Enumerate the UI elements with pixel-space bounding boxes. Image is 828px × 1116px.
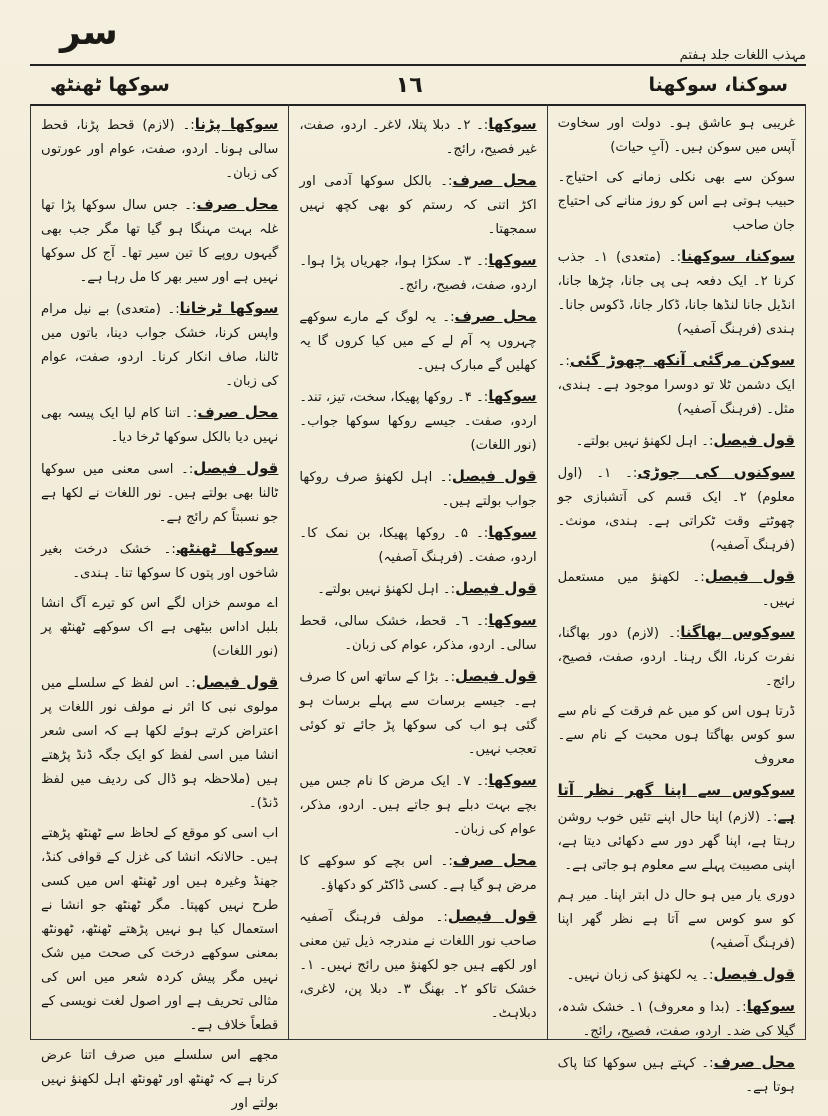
entry-text: :۔ (لازم) دور بھاگنا، نفرت کرنا، الگ رہنا۔ اردو، صفت، فصیح، رائج۔ bbox=[557, 626, 795, 689]
dictionary-entry bbox=[299, 248, 536, 298]
entry-text: :۔ ٦۔ قحط، خشک سالی، قحط سالی۔ اردو، مذکر، عوام کی زبان۔ bbox=[299, 614, 537, 653]
entry-headword: سوکھا پڑنا bbox=[194, 115, 279, 133]
entry-text: :۔ اتنا کام لیا ایک پیسہ بھی نہیں دیا بالکل سوکھا ٹرخا دیا۔ bbox=[41, 406, 279, 445]
dictionary-entry bbox=[299, 608, 536, 658]
entry-text: :۔ یہ لکھنؤ کی زبان نہیں۔ bbox=[566, 968, 714, 983]
entry-headword: قول فیصل bbox=[704, 567, 796, 585]
header-left-guideword: سوکھا ٹھنٹھ bbox=[50, 74, 170, 96]
entry-text: مجھے اس سلسلے میں صرف اتنا عرض کرنا ہے کہ ٹھنٹھ اور ٹھونٹھ اہل لکھنؤ نہیں بولتے اور bbox=[41, 1048, 279, 1111]
dictionary-entry bbox=[558, 348, 795, 422]
dictionary-entry bbox=[41, 112, 278, 186]
entry-headword: سوکوس سے اپنا گھر نظر آتا ہے bbox=[557, 781, 795, 825]
entry-text: اب اسی کو موقع کے لحاظ سے ٹھنٹھ پڑھتے ہیں۔ حالانکہ انشا کی غزل کے قوافی کنڈ، جھنڈ وغیرہ ہیں اور ٹھنٹھ اس میں کسی طرح نہیں کھپتا۔ مگر ٹھنٹھ جو انشا نے استعمال کیا ہو نہیں پڑھتے ٹھنٹھ، ٹھونٹھ بمعنی سوکھے درخت کی صحت میں شک نہیں مگر پیش کردہ شعر میں اس کی مثالی تحریف ہے اور اصول لغت نویسی کے قطعاً خلاف ہے۔ bbox=[41, 826, 279, 1033]
dictionary-entry bbox=[299, 848, 536, 898]
entry-text: :۔ ٧۔ ایک مرض کا نام جس میں بچے بہت دبلے ہو جاتے ہیں۔ اردو، مذکر، عوام کی زبان۔ bbox=[299, 774, 537, 837]
entry-text: :۔ ۵۔ روکھا پھیکا، بن نمک کا۔ اردو، صفت۔ (فرہنگ آصفیہ) bbox=[299, 526, 537, 565]
entry-text: :۔ کہتے ہیں سوکھا کتا پاک ہوتا ہے۔ bbox=[557, 1056, 795, 1095]
entry-headword: سوکھا bbox=[488, 771, 537, 789]
entry-text: :۔ خشک درخت بغیر شاخوں اور پتوں کا سوکھا تنا۔ ہندی۔ bbox=[41, 542, 279, 581]
entry-text: سوکن سے بھی نکلی زمانے کی احتیاج۔ حبیب ہوتی ہے اس کو روز منانے کی احتیاج جان صاحب bbox=[557, 170, 795, 233]
dictionary-entry bbox=[299, 304, 536, 378]
dictionary-entry bbox=[558, 460, 795, 558]
entry-text: :۔ ٣۔ سکڑا ہوا، جھریاں پڑا ہوا۔ اردو، صفت، فصیح، رائج۔ bbox=[299, 254, 537, 293]
entry-headword: سوکھا ٹرخانا bbox=[179, 299, 279, 317]
entry-text: :۔ ایک دشمن ٹلا تو دوسرا موجود ہے۔ ہندی، مثل۔ (فرہنگ آصفیہ) bbox=[557, 354, 795, 417]
entry-headword: سوکن مرگئی آنکھ چھوڑ گئی bbox=[569, 351, 795, 369]
columns-container bbox=[30, 104, 806, 1111]
entry-text: غریبی ہو عاشق ہو۔ دولت اور سخاوت آپس میں سوکن ہیں۔ (آبِ حیات) bbox=[557, 116, 795, 155]
dictionary-entry bbox=[558, 166, 795, 238]
entry-headword: سوکھا bbox=[488, 387, 537, 405]
entry-headword: سوکھا bbox=[488, 523, 537, 541]
entry-text: :۔ (لازم) اپنا حال اپنے تئیں خوب روشن رہتا ہے، اپنا گھر دور سے دکھائی دیتا ہے، اپنی مصیبت پہلے سے معلوم ہو جاتی ہے۔ bbox=[557, 810, 795, 873]
entry-headword: سوکھا bbox=[488, 115, 537, 133]
dictionary-entry bbox=[41, 822, 278, 1038]
entry-headword: قول فیصل bbox=[195, 673, 279, 691]
dictionary-entry bbox=[299, 520, 536, 570]
entry-text: :۔ (متعدی) بے نیل مرام واپس کرنا، خشک جواب دینا، باتوں میں ٹالنا، صاف انکار کرنا۔ اردو، صفت، عوام کی زبان۔ bbox=[41, 302, 279, 389]
dictionary-entry bbox=[558, 112, 795, 160]
entry-text: :۔ (متعدی) ١۔ جذب کرنا ٢۔ ایک دفعہ ہی پی جانا، چڑھا جانا، انڈیل جانا لنڈھا جانا، ڈکار جانا، ڈکوس جانا۔ ہندی (فرہنگ آصفیہ) bbox=[557, 250, 795, 337]
entry-text: :۔ لکھنؤ میں مستعمل نہیں۔ bbox=[557, 570, 795, 609]
entry-headword: محل صرف bbox=[196, 195, 279, 213]
dictionary-entry bbox=[41, 400, 278, 450]
dictionary-entry bbox=[299, 664, 536, 762]
running-header bbox=[30, 64, 806, 106]
dictionary-entry bbox=[558, 700, 795, 772]
entry-text: :۔ اہل لکھنؤ نہیں بولتے۔ bbox=[317, 582, 456, 597]
entry-text: :۔ بڑا کے ساتھ اس کا صرف ہے۔ جیسے برسات سے پہلے برسات ہو گئی ہو اب کی سوکھا پڑ جائے تو کوئی تعجب نہیں۔ bbox=[299, 670, 537, 757]
dictionary-entry bbox=[558, 994, 795, 1044]
dictionary-entry bbox=[558, 962, 795, 988]
entry-headword: قول فیصل bbox=[193, 459, 279, 477]
entry-text: ڈرتا ہوں اس کو میں غم فرقت کے نام سے سو کوس بھاگتا ہوں محبت کے نام سے۔ معروف bbox=[557, 704, 795, 767]
dictionary-entry bbox=[558, 244, 795, 342]
entry-text: :۔ اہل لکھنؤ نہیں بولتے۔ bbox=[575, 434, 714, 449]
corner-letter-mark: سر bbox=[60, 12, 118, 53]
entry-text: :۔ ٢۔ دبلا پتلا، لاغر۔ اردو، صفت، غیر فصیح، رائج۔ bbox=[299, 118, 537, 157]
entry-text: :۔ (بدا و معروف) ١۔ خشک شدہ، گیلا کی ضد۔ اردو، صفت، فصیح، رائج۔ bbox=[557, 1000, 795, 1039]
entry-headword: سوکنوں کی جوڑی bbox=[637, 463, 795, 481]
entry-text: دوری یار میں ہو حال دل ابتر اپنا۔ میر ہم کو سو کوس سے آتا ہے نظر گھر اپنا (فرہنگ آصفیہ) bbox=[557, 888, 795, 951]
entry-headword: سوکنا، سوکھنا bbox=[681, 247, 795, 265]
entry-text: :۔ (لازم) قحط پڑنا، قحط سالی ہونا۔ اردو، صفت، عوام اور عورتوں کی زبان۔ bbox=[41, 118, 279, 181]
dictionary-entry bbox=[41, 536, 278, 586]
entry-text: :۔ اسی معنی میں سوکھا ٹالنا بھی بولتے ہیں۔ نور اللغات نے لکھا ہے جو نسبتاً کم رائج ہے۔ bbox=[41, 462, 279, 525]
entry-text: اے موسم خزاں لگے اس کو تیرے آگ انشا بلبل اداس بیٹھی ہے اک سوکھے ٹھنٹھ پر (نور اللغات) bbox=[41, 596, 279, 659]
bottom-rule bbox=[30, 1039, 806, 1040]
series-title: مہذب اللغات جلد ہفتم bbox=[679, 48, 806, 63]
entry-headword: محل صرف bbox=[454, 307, 537, 325]
entry-text: :۔ اس لفظ کے سلسلے میں مولوی نبی کا اثر نے مولف نور اللغات پر اعتراض کرتے ہوئے لکھا ہے کہ اسی شعر انشا میں اسی لفظ کو ایک جگہ ڈنڈ پڑھتے ہیں (ملاحظہ ہو ڈال کی ردیف میں لفظ ڈنڈ)۔ bbox=[41, 676, 279, 811]
dictionary-entry bbox=[41, 670, 278, 816]
dictionary-entry bbox=[558, 428, 795, 454]
entry-headword: قول فیصل bbox=[451, 467, 537, 485]
entry-headword: قول فیصل bbox=[713, 431, 795, 449]
entry-text: :۔ اہل لکھنؤ صرف روکھا جواب بولتے ہیں۔ bbox=[299, 470, 537, 509]
entry-headword: محل صرف bbox=[713, 1053, 795, 1071]
entry-headword: سوکوس بھاگنا bbox=[680, 623, 795, 641]
dictionary-entry bbox=[299, 576, 536, 602]
entry-headword: محل صرف bbox=[452, 851, 537, 869]
dictionary-entry bbox=[41, 192, 278, 290]
entry-text: :۔ یہ لوگ کے مارے سوکھے چہروں پہ آم لے کے میں کیا کروں گا یہ کھلیں گے مبارک ہیں۔ bbox=[299, 310, 537, 373]
entry-text: :۔ بالکل سوکھا آدمی اور اکڑ اتنی کہ رستم کو بھی کچھ نہیں سمجھتا۔ bbox=[299, 174, 537, 237]
dictionary-entry bbox=[41, 592, 278, 664]
entry-headword: سوکھا bbox=[488, 611, 537, 629]
column-left bbox=[30, 104, 288, 1111]
dictionary-entry bbox=[299, 112, 536, 162]
dictionary-entry bbox=[41, 1044, 278, 1116]
column-right bbox=[547, 104, 806, 1095]
entry-headword: قول فیصل bbox=[713, 965, 795, 983]
entry-headword: قول فیصل bbox=[455, 579, 537, 597]
entry-text: :۔ مولف فرہنگ آصفیہ صاحب نور اللغات نے مندرجہ ذیل تین معنی اور لکھے ہیں جو لکھنؤ میں رائج نہیں۔ ١۔ خشک تاکو ٢۔ بھنگ ٣۔ دبلا پن، لاغری، دبلاہٹ۔ bbox=[299, 910, 537, 1021]
entry-text: :۔ ۴۔ روکھا پھیکا، سخت، تیز، تند۔ اردو، صفت۔ جیسے روکھا سوکھا جواب۔ (نور اللغات) bbox=[299, 390, 537, 453]
dictionary-entry bbox=[41, 296, 278, 394]
dictionary-entry bbox=[299, 768, 536, 842]
dictionary-entry bbox=[299, 384, 536, 458]
entry-headword: سوکھا ٹھنٹھ bbox=[175, 539, 279, 557]
dictionary-entry bbox=[558, 620, 795, 694]
column-middle bbox=[288, 104, 546, 1040]
dictionary-entry bbox=[299, 464, 536, 514]
dictionary-entry bbox=[558, 884, 795, 956]
page-number: ١٦ bbox=[395, 72, 423, 98]
dictionary-entry bbox=[299, 904, 536, 1026]
entry-text: :۔ جس سال سوکھا پڑا تھا غلہ بہت مہنگا ہو گیا تھا مگر جب بھی گیہوں روپے کا تین سیر تھا۔ آج کل سوکھا نہیں ہے اور سیر بھر کا مل رہا ہے۔ bbox=[41, 198, 279, 285]
entry-headword: قول فیصل bbox=[455, 667, 537, 685]
entry-text: :۔ اس بچے کو سوکھے کا مرض ہو گیا ہے۔ کسی ڈاکٹر کو دکھاؤ۔ bbox=[299, 854, 537, 893]
dictionary-entry bbox=[41, 456, 278, 530]
entry-headword: محل صرف bbox=[452, 171, 537, 189]
entry-headword: سوکھا bbox=[488, 251, 537, 269]
dictionary-entry bbox=[558, 564, 795, 614]
dictionary-entry bbox=[299, 168, 536, 242]
dictionary-entry bbox=[558, 778, 795, 878]
dictionary-entry bbox=[558, 1050, 795, 1100]
entry-headword: قول فیصل bbox=[447, 907, 537, 925]
entry-text: :۔ ١۔ (اول معلوم) ٢۔ ایک قسم کی آتشبازی جو چھوٹتے وقت ٹکراتی ہے۔ ہندی، مونث۔ (فرہنگ آصفیہ) bbox=[557, 466, 795, 553]
header-right-guideword: سوکنا، سوکھنا bbox=[648, 74, 788, 96]
entry-headword: سوکھا bbox=[746, 997, 795, 1015]
entry-headword: محل صرف bbox=[197, 403, 279, 421]
